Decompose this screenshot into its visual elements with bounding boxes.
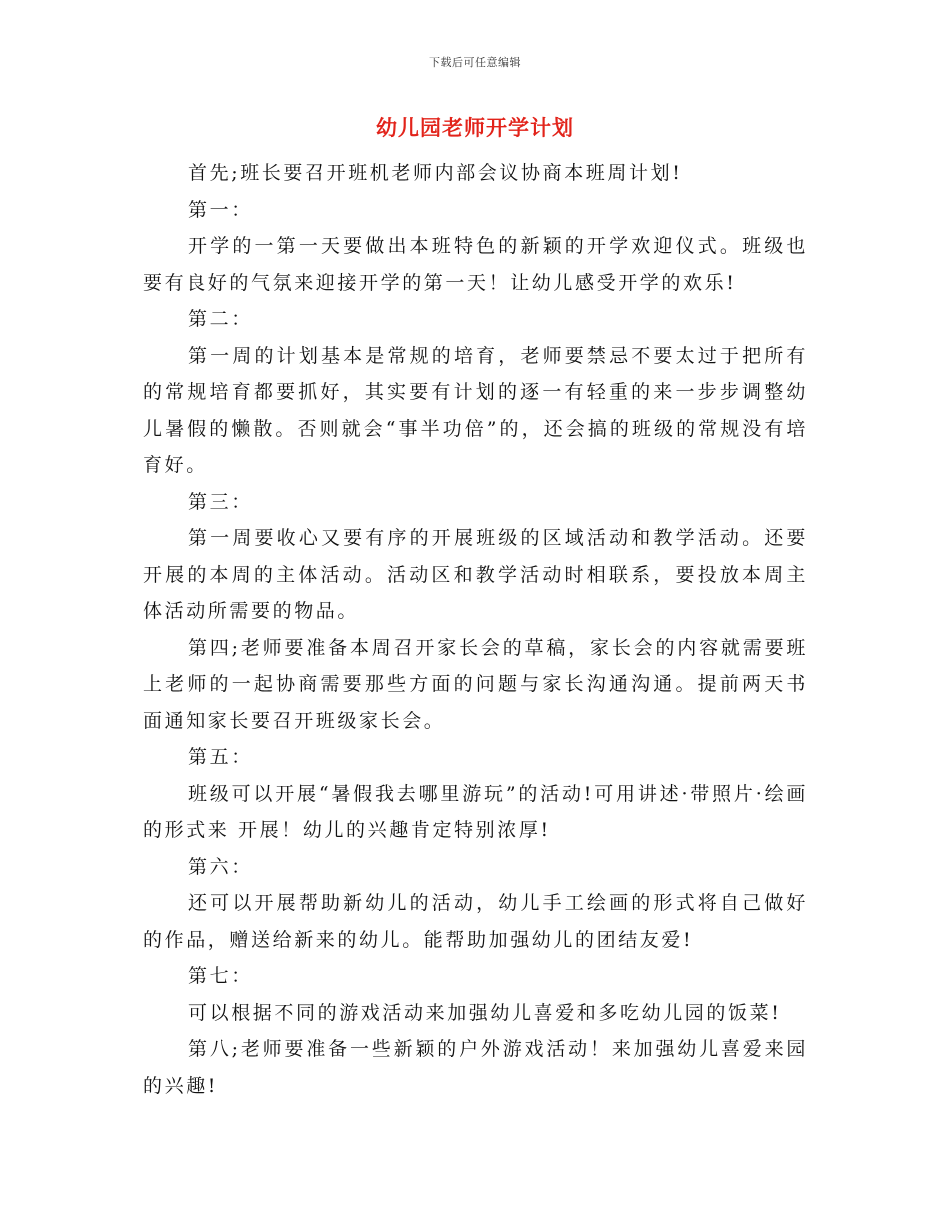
section-heading: 第六：: [188, 855, 253, 878]
section-heading: 第七：: [188, 965, 253, 987]
header-note: 下载后可任意编辑: [429, 56, 521, 69]
paragraph: 还可以开展帮助新幼儿的活动，幼儿手工绘画的形式将自己做好的作品，赠送给新来的幼儿。能帮助加强幼儿的团结友爱!: [143, 892, 808, 951]
section-heading: 第一：: [188, 198, 253, 221]
section-heading: 第五：: [188, 746, 253, 768]
paragraph: 首先;班长要召开班机老师内部会议协商本班周计划!: [188, 162, 683, 184]
document-body: [143, 155, 808, 1104]
document-title: 幼儿园老师开学计划: [376, 115, 574, 140]
paragraph: 开学的一第一天要做出本班特色的新颖的开学欢迎仪式。班级也要有良好的气氛来迎接开学的第一天！让幼儿感受开学的欢乐!: [143, 235, 808, 294]
paragraph: 班级可以开展“暑假我去哪里游玩”的活动!可用讲述·带照片·绘画的形式来 开展！幼儿的兴趣肯定特别浓厚!: [143, 782, 808, 841]
section-heading: 第二：: [188, 308, 253, 330]
paragraph: 第八;老师要准备一些新颖的户外游戏活动！来加强幼儿喜爱来园的兴趣!: [143, 1038, 808, 1097]
paragraph: 第一周要收心又要有序的开展班级的区域活动和教学活动。还要开展的本周的主体活动。活动区和教学活动时相联系，要投放本周主体活动所需要的物品。: [143, 527, 808, 622]
paragraph: 第四;老师要准备本周召开家长会的草稿，家长会的内容就需要班上老师的一起协商需要那些方面的问题与家长沟通沟通。提前两天书面通知家长要召开班级家长会。: [143, 636, 808, 732]
paragraph: 可以根据不同的游戏活动来加强幼儿喜爱和多吃幼儿园的饭菜!: [188, 1001, 782, 1024]
section-heading: 第三：: [188, 490, 253, 513]
paragraph: 第一周的计划基本是常规的培育，老师要禁忌不要太过于把所有的常规培育都要抓好，其实要有计划的逐一有轻重的来一步步调整幼儿暑假的懒散。否则就会“事半功倍”的，还会搞的班级的常规没有培育好。: [143, 344, 808, 476]
